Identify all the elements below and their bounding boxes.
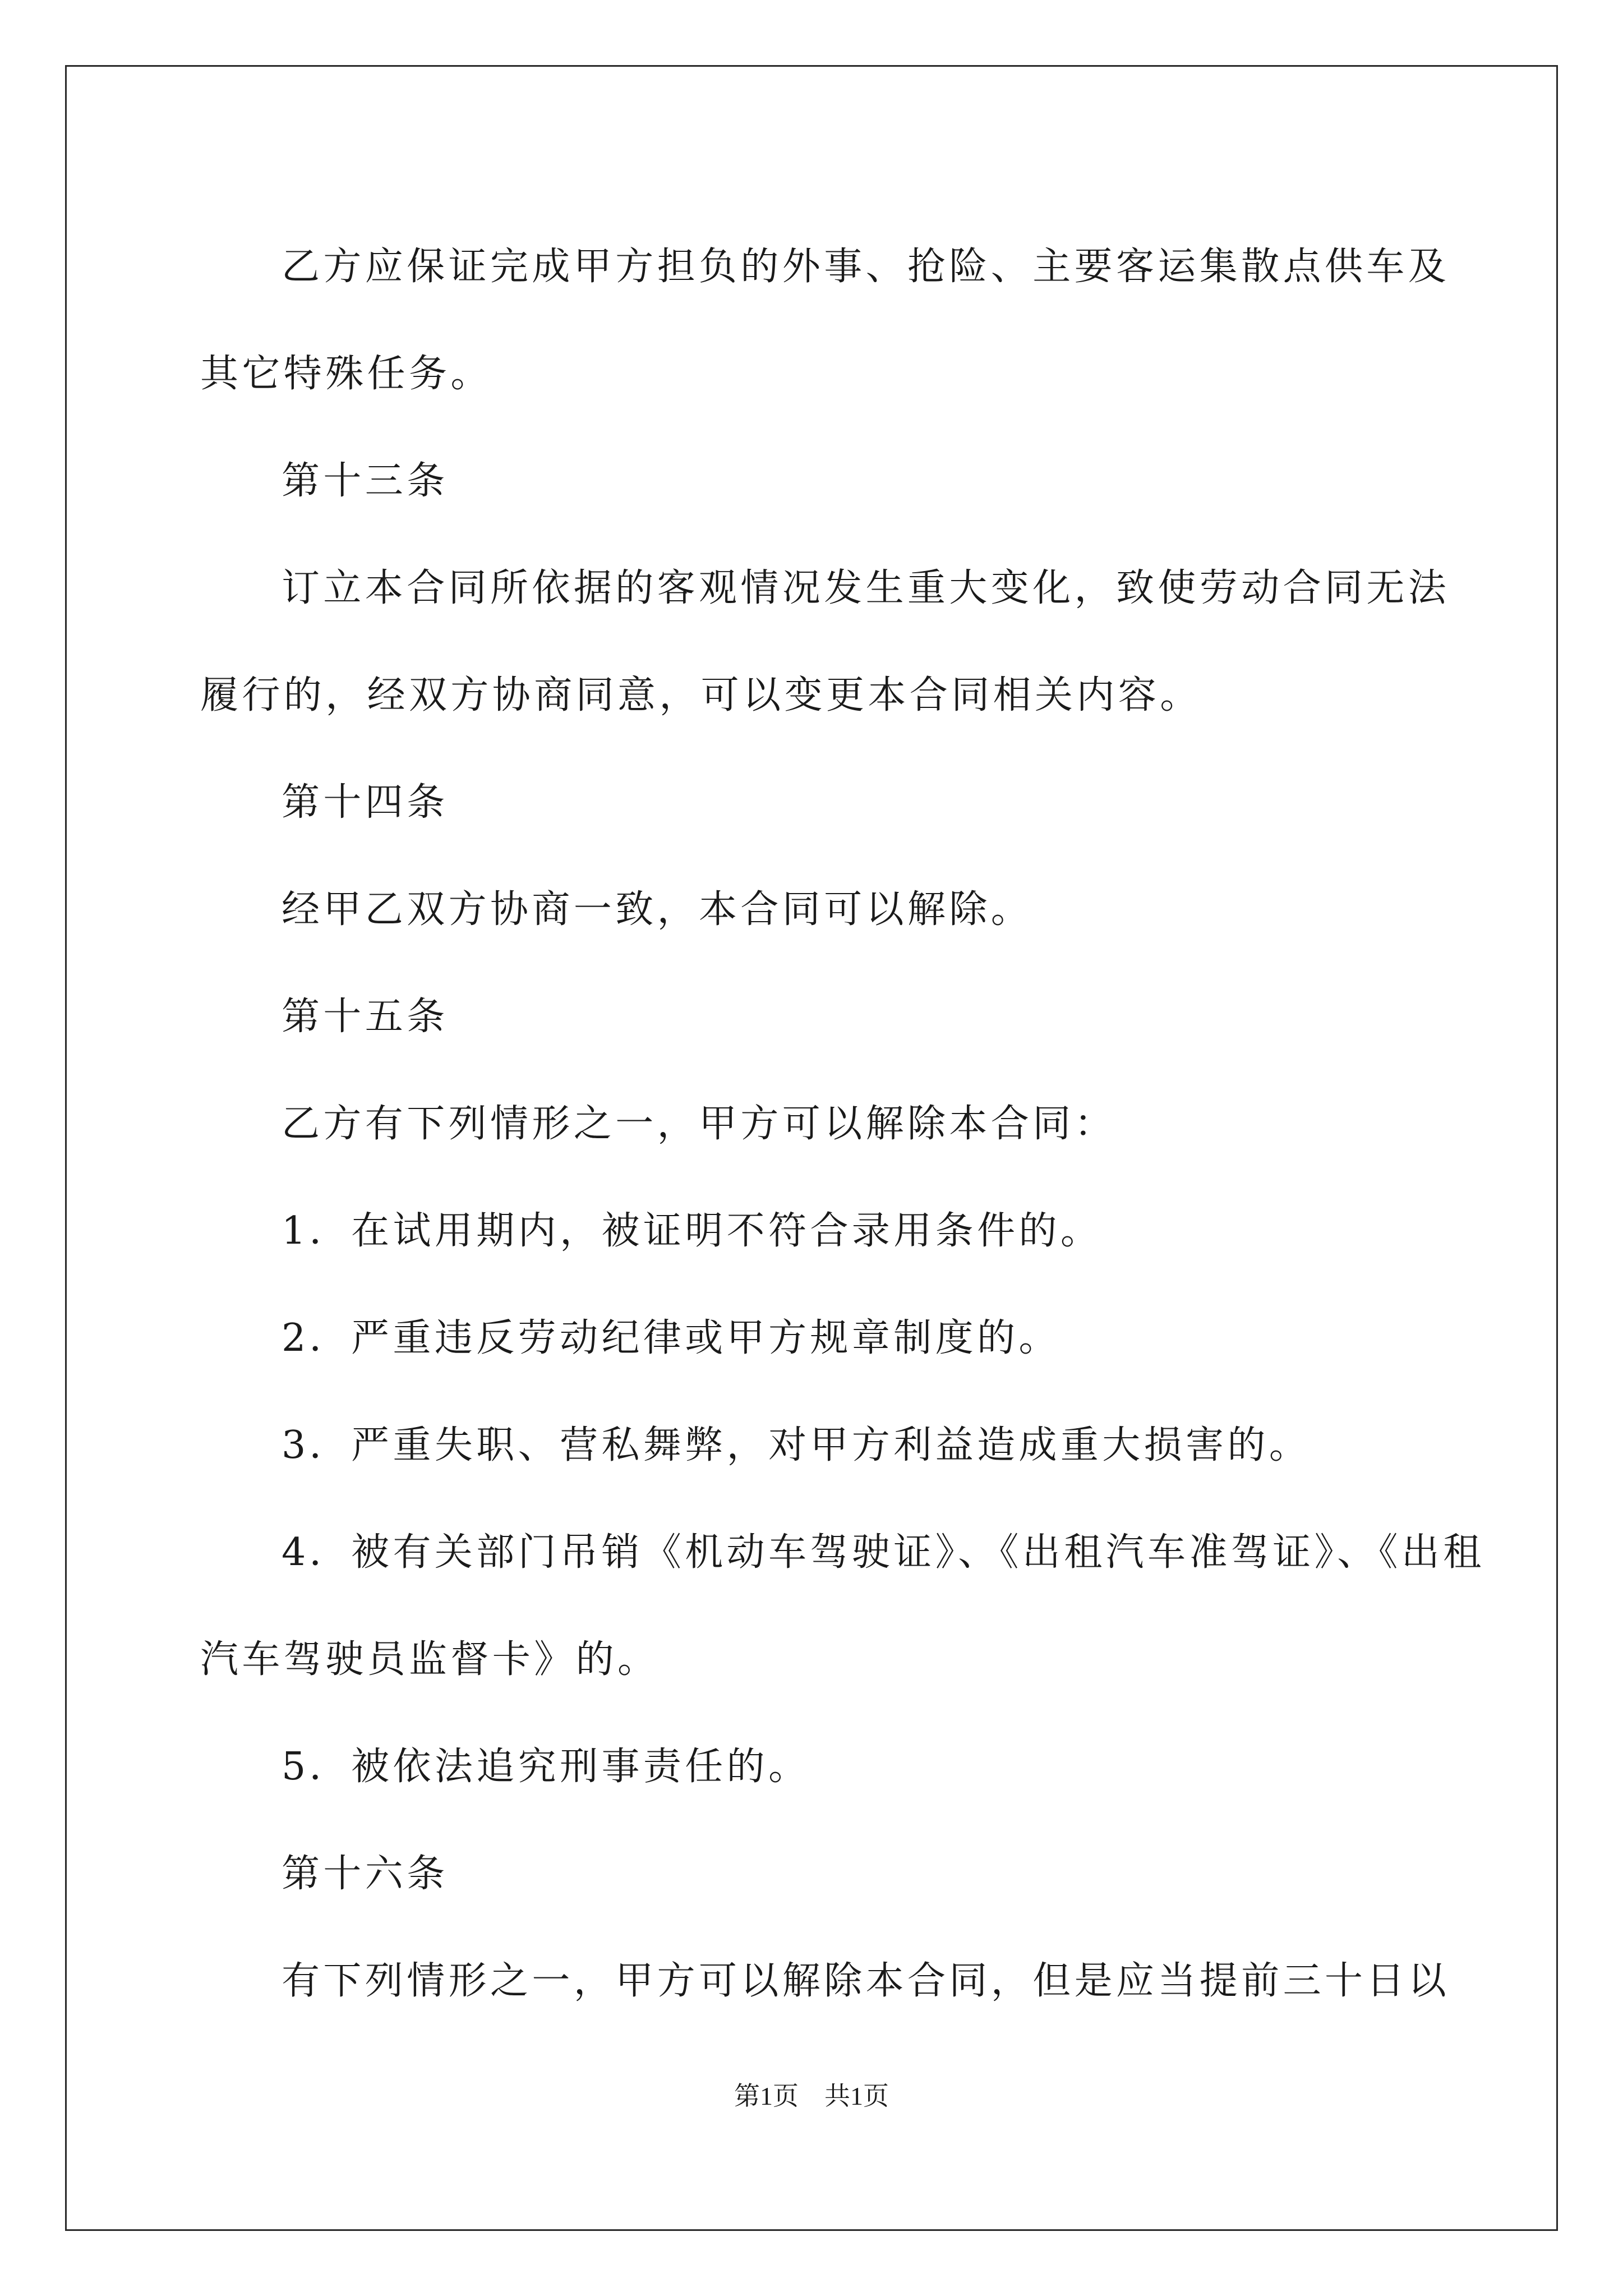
list-item: 2．严重违反劳动纪律或甲方规章制度的。: [282, 1316, 1061, 1360]
paragraph: 经甲乙双方协商一致，本合同可以解除。: [282, 887, 1033, 932]
list-item-continuation: 汽车驾驶员监督卡》的。: [200, 1637, 660, 1682]
paragraph: 订立本合同所依据的客观情况发生重大变化，致使劳动合同无法: [282, 566, 1450, 610]
list-item: 3．严重失职、营私舞弊，对甲方利益造成重大损害的。: [282, 1423, 1311, 1467]
paragraph: 乙方应保证完成甲方担负的外事、抢险、主要客运集散点供车及: [282, 245, 1450, 289]
list-item: 1．在试用期内，被证明不符合录用条件的。: [282, 1209, 1103, 1253]
paragraph: 乙方有下列情形之一，甲方可以解除本合同：: [282, 1102, 1117, 1146]
paragraph-continuation: 其它特殊任务。: [200, 352, 492, 396]
page-number-footer: 第1页 共1页: [734, 2082, 889, 2110]
list-item: 4．被有关部门吊销《机动车驾驶证》、《出租汽车准驾证》、《出租: [282, 1530, 1485, 1575]
article-heading: 第十三条: [282, 459, 449, 503]
article-heading: 第十五条: [282, 995, 449, 1039]
article-heading: 第十六条: [282, 1852, 449, 1896]
article-heading: 第十四条: [282, 780, 449, 825]
paragraph-continuation: 履行的，经双方协商同意，可以变更本合同相关内容。: [200, 673, 1202, 717]
paragraph: 有下列情形之一，甲方可以解除本合同，但是应当提前三十日以: [282, 1959, 1450, 2003]
list-item: 5．被依法追究刑事责任的。: [282, 1745, 810, 1789]
document-body: [200, 213, 1485, 2035]
